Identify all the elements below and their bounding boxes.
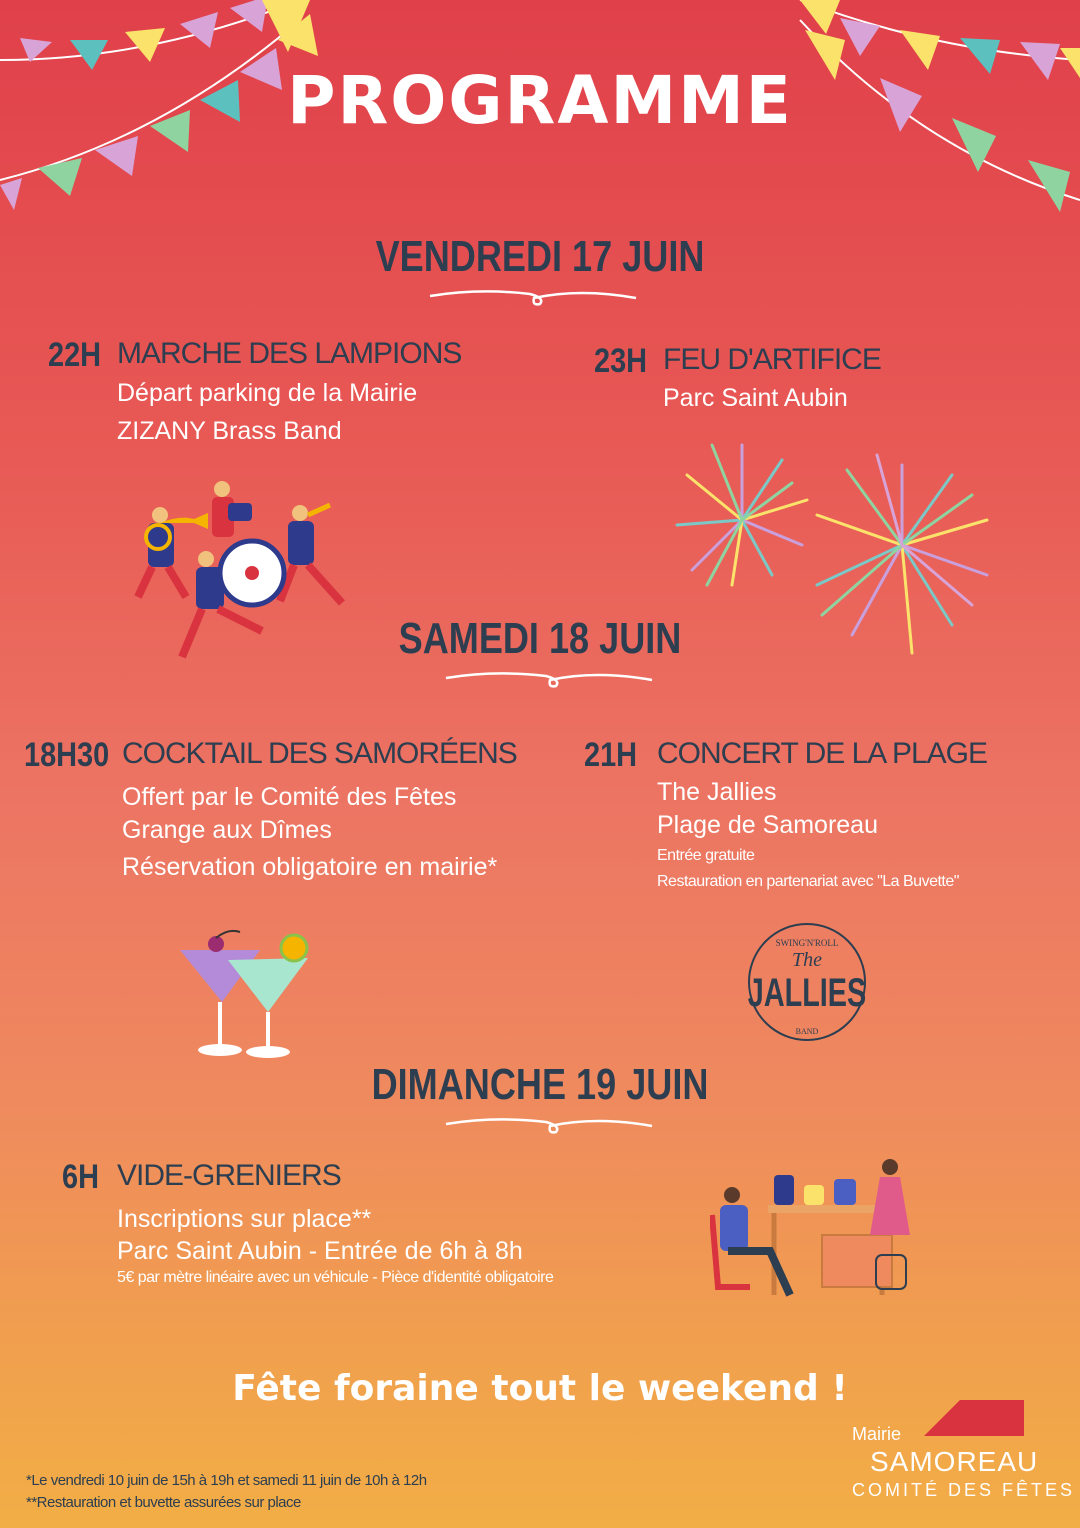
day-heading-saturday: SAMEDI 18 JUIN <box>398 614 682 663</box>
house-roof-icon <box>920 1396 1030 1446</box>
flourish-divider <box>0 666 1080 696</box>
event-time: 6H <box>62 1158 99 1196</box>
event-detail: Inscriptions sur place** <box>117 1205 372 1233</box>
event-time: 23H <box>594 342 648 380</box>
event-detail: Départ parking de la Mairie <box>117 379 418 407</box>
flea-market-illustration <box>710 1155 920 1307</box>
day-heading-sunday: DIMANCHE 19 JUIN <box>371 1060 709 1109</box>
event-note: Entrée gratuite <box>657 847 755 864</box>
logo-name-text: JALLIES <box>747 970 867 1016</box>
poster-title: PROGRAMME <box>287 62 793 139</box>
event-title: COCKTAIL DES SAMORÉENS <box>122 737 517 770</box>
logo-comite: COMITÉ DES FÊTES <box>852 1480 1076 1500</box>
flourish-divider <box>0 1112 1080 1142</box>
event-detail: ZIZANY Brass Band <box>117 417 342 445</box>
logo-the-text: The <box>792 949 822 971</box>
event-title: FEU D'ARTIFICE <box>663 343 881 376</box>
event-detail: Réservation obligatoire en mairie* <box>122 853 498 881</box>
logo-mairie: Mairie <box>852 1424 902 1444</box>
event-detail: Offert par le Comité des Fêtes <box>122 783 457 811</box>
event-note: Restauration en partenariat avec "La Buvette" <box>657 873 959 890</box>
event-detail: Parc Saint Aubin - Entrée de 6h à 8h <box>117 1237 523 1265</box>
logo-samoreau: SAMOREAU <box>870 1446 1039 1477</box>
event-time: 22H <box>48 336 102 374</box>
footnote: **Restauration et buvette assurées sur place <box>26 1494 301 1511</box>
event-detail: Parc Saint Aubin <box>663 384 848 412</box>
event-detail: The Jallies <box>657 778 777 806</box>
event-detail: Plage de Samoreau <box>657 811 878 839</box>
logo-bottom-text: BAND <box>795 1027 819 1036</box>
fete-foraine-banner: Fête foraine tout le weekend ! <box>232 1368 848 1409</box>
the-jallies-logo <box>745 918 870 1046</box>
event-time: 21H <box>584 736 638 774</box>
footnote: *Le vendredi 10 juin de 15h à 19h et samedi 11 juin de 10h à 12h <box>26 1472 427 1489</box>
flourish-divider <box>0 284 1080 314</box>
event-note: 5€ par mètre linéaire avec un véhicule - Pièce d'identité obligatoire <box>117 1269 554 1286</box>
event-title: MARCHE DES LAMPIONS <box>117 337 462 370</box>
event-title: VIDE-GRENIERS <box>117 1159 341 1192</box>
event-time: 18H30 <box>24 736 110 774</box>
event-title: CONCERT DE LA PLAGE <box>657 737 988 770</box>
day-heading-friday: VENDREDI 17 JUIN <box>375 232 705 281</box>
logo-top-text: SWING'N'ROLL <box>775 938 839 948</box>
cocktail-illustration <box>170 928 320 1068</box>
event-detail: Grange aux Dîmes <box>122 816 332 844</box>
